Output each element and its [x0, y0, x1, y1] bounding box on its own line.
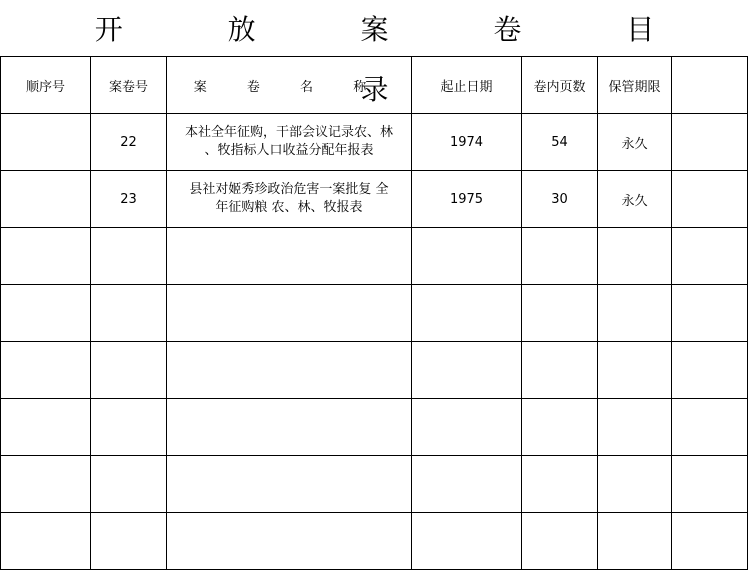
table-row-empty [1, 513, 748, 570]
table-row-empty [1, 285, 748, 342]
empty-cell [1, 228, 91, 285]
cell-file-name [167, 171, 412, 228]
empty-cell [522, 399, 598, 456]
header-date-range: 起止日期 [412, 57, 522, 114]
table-header-row [1, 57, 748, 114]
file-name-line: 年征购粮 农、林、牧报表 [215, 200, 363, 215]
cell-seq [1, 114, 91, 171]
empty-cell [167, 456, 412, 513]
file-name-line: 、牧指标人口收益分配年报表 [204, 143, 374, 158]
table-row-empty [1, 342, 748, 399]
empty-cell [91, 513, 167, 570]
empty-cell [1, 285, 91, 342]
empty-cell [91, 342, 167, 399]
table-row-empty [1, 228, 748, 285]
empty-cell [1, 513, 91, 570]
empty-cell [167, 228, 412, 285]
header-seq: 顺序号 [1, 57, 91, 114]
empty-cell [1, 456, 91, 513]
cell-file-no: 22 [91, 114, 167, 171]
cell-file-no: 23 [91, 171, 167, 228]
empty-cell [167, 513, 412, 570]
document-title: 开 放 案 卷 目 录 [94, 13, 703, 106]
cell-extra [672, 114, 748, 171]
empty-cell [522, 228, 598, 285]
empty-cell [412, 285, 522, 342]
empty-cell [412, 228, 522, 285]
cell-date-range: 1975 [412, 171, 522, 228]
empty-cell [522, 342, 598, 399]
empty-cell [91, 399, 167, 456]
empty-cell [412, 342, 522, 399]
cell-file-name [167, 114, 412, 171]
header-file-name: 案 卷 名 称 [167, 57, 412, 114]
cell-retention: 永久 [598, 114, 672, 171]
table-row [1, 114, 748, 171]
cell-date-range: 1974 [412, 114, 522, 171]
cell-pages: 54 [522, 114, 598, 171]
empty-cell [598, 456, 672, 513]
header-retention: 保管期限 [598, 57, 672, 114]
empty-cell [598, 399, 672, 456]
empty-cell [598, 513, 672, 570]
empty-cell [522, 285, 598, 342]
empty-cell [167, 342, 412, 399]
empty-cell [522, 456, 598, 513]
empty-cell [522, 513, 598, 570]
file-name-line: 县社对姬秀珍政治危害一案批复 全 [189, 182, 389, 197]
empty-cell [672, 399, 748, 456]
header-extra [672, 57, 748, 114]
empty-cell [91, 228, 167, 285]
empty-cell [598, 342, 672, 399]
empty-cell [672, 285, 748, 342]
header-pages: 卷内页数 [522, 57, 598, 114]
empty-cell [91, 456, 167, 513]
table-row-empty [1, 399, 748, 456]
empty-cell [412, 399, 522, 456]
empty-cell [598, 285, 672, 342]
empty-cell [412, 513, 522, 570]
cell-seq [1, 171, 91, 228]
table-row [1, 171, 748, 228]
empty-cell [167, 399, 412, 456]
empty-cell [1, 342, 91, 399]
empty-cell [672, 513, 748, 570]
file-name-line: 本社全年征购，干部会议记录农、林 [184, 125, 393, 140]
empty-cell [412, 456, 522, 513]
empty-cell [1, 399, 91, 456]
cell-retention: 永久 [598, 171, 672, 228]
empty-cell [672, 228, 748, 285]
cell-extra [672, 171, 748, 228]
table-row-empty [1, 456, 748, 513]
empty-cell [672, 456, 748, 513]
empty-cell [91, 285, 167, 342]
catalog-table [0, 56, 748, 570]
empty-cell [672, 342, 748, 399]
cell-pages: 30 [522, 171, 598, 228]
header-file-no: 案卷号 [91, 57, 167, 114]
empty-cell [598, 228, 672, 285]
empty-cell [167, 285, 412, 342]
